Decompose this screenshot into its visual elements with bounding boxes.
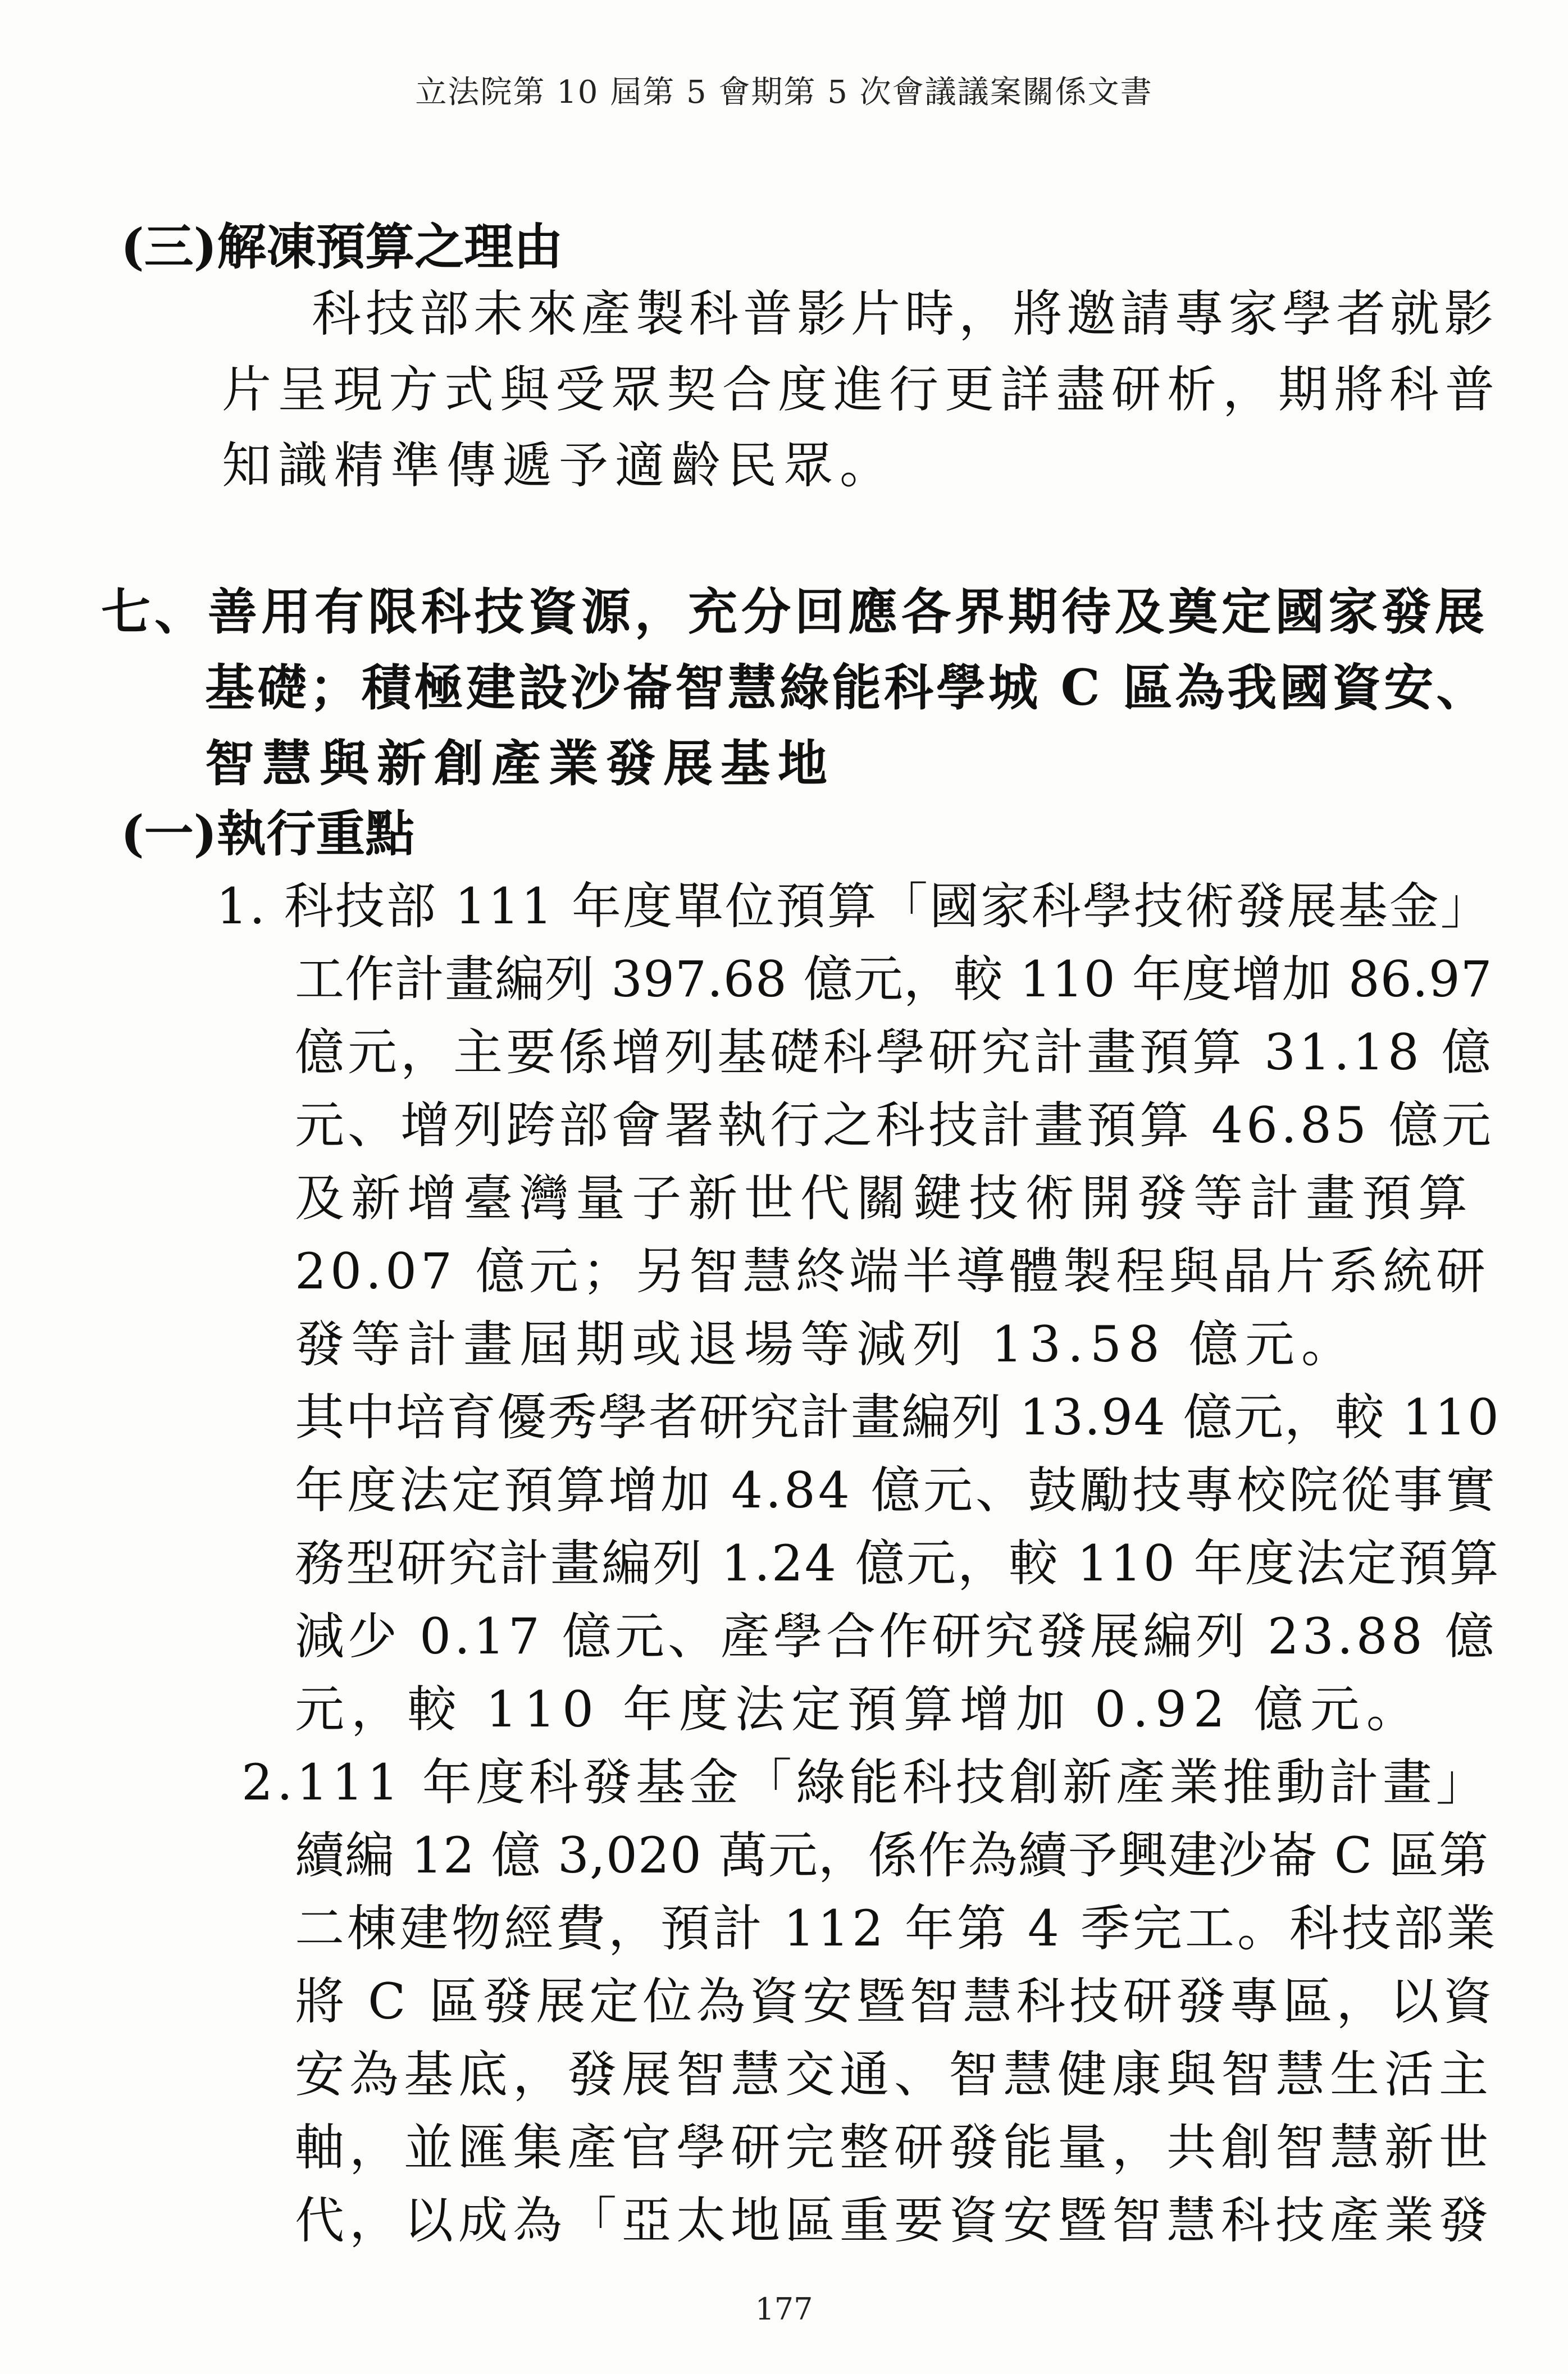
item-1-line: 工作計畫編列 397.68 億元，較 110 年度增加 86.97	[295, 950, 1493, 1008]
item-2-line: 二棟建物經費，預計 112 年第 4 季完工。科技部業	[295, 1899, 1498, 1957]
item-1-line: 年度法定預算增加 4.84 億元、鼓勵技專校院從事實	[295, 1461, 1498, 1519]
item-2-line: 2.111 年度科發基金「綠能科技創新產業推動計畫」	[241, 1753, 1489, 1811]
section-7-title-line: 七、善用有限科技資源，充分回應各界期待及奠定國家發展	[101, 582, 1489, 641]
section-7-title-line: 智慧與新創產業發展基地	[205, 734, 836, 792]
subsection-1-heading: (一)執行重點	[121, 804, 415, 863]
item-2-line: 續編 12 億 3,020 萬元，係作為續予興建沙崙 C 區第	[295, 1826, 1489, 1884]
item-1-line: 發等計畫屆期或退場等減列 13.58 億元。	[295, 1315, 1357, 1373]
item-1-line: 及新增臺灣量子新世代關鍵技術開發等計畫預算	[295, 1169, 1475, 1227]
page-number: 177	[755, 2291, 813, 2327]
subsection-3-heading: (三)解凍預算之理由	[121, 217, 563, 276]
document-header: 立法院第 10 屆第 5 會期第 5 次會議議案關係文書	[415, 74, 1153, 111]
section-7-title-line: 基礎；積極建設沙崙智慧綠能科學城 C 區為我國資安、	[205, 658, 1489, 717]
item-2-line: 安為基底，發展智慧交通、智慧健康與智慧生活主	[295, 2045, 1494, 2103]
item-1-line: 1. 科技部 111 年度單位預算「國家科學技術發展基金」	[216, 877, 1492, 935]
item-1-line: 20.07 億元；另智慧終端半導體製程與晶片系統研	[295, 1242, 1489, 1300]
paragraph-line: 知識精準傳遞予適齡民眾。	[222, 436, 896, 494]
paragraph-line: 科技部未來產製科普影片時，將邀請專家學者就影	[312, 285, 1498, 343]
paragraph-line: 片呈現方式與受眾契合度進行更詳盡研析，期將科普	[222, 361, 1501, 418]
item-2-line: 軸，並匯集產官學研完整研發能量，共創智慧新世	[295, 2118, 1494, 2176]
item-1-line: 務型研究計畫編列 1.24 億元，較 110 年度法定預算	[295, 1534, 1501, 1592]
item-2-line: 將 C 區發展定位為資安暨智慧科技研發專區，以資	[295, 1972, 1497, 2030]
item-1-line: 減少 0.17 億元、產學合作研究發展編列 23.88 億	[295, 1607, 1498, 1665]
item-1-line: 億元，主要係增列基礎科學研究計畫預算 31.18 億	[295, 1023, 1494, 1081]
item-2-line: 代，以成為「亞太地區重要資安暨智慧科技產業發	[295, 2191, 1494, 2249]
item-1-line: 元、增列跨部會署執行之科技計畫預算 46.85 億元	[295, 1096, 1494, 1154]
item-1-line: 元，較 110 年度法定預算增加 0.92 億元。	[295, 1680, 1423, 1738]
item-1-line: 其中培育優秀學者研究計畫編列 13.94 億元，較 110	[295, 1388, 1500, 1446]
